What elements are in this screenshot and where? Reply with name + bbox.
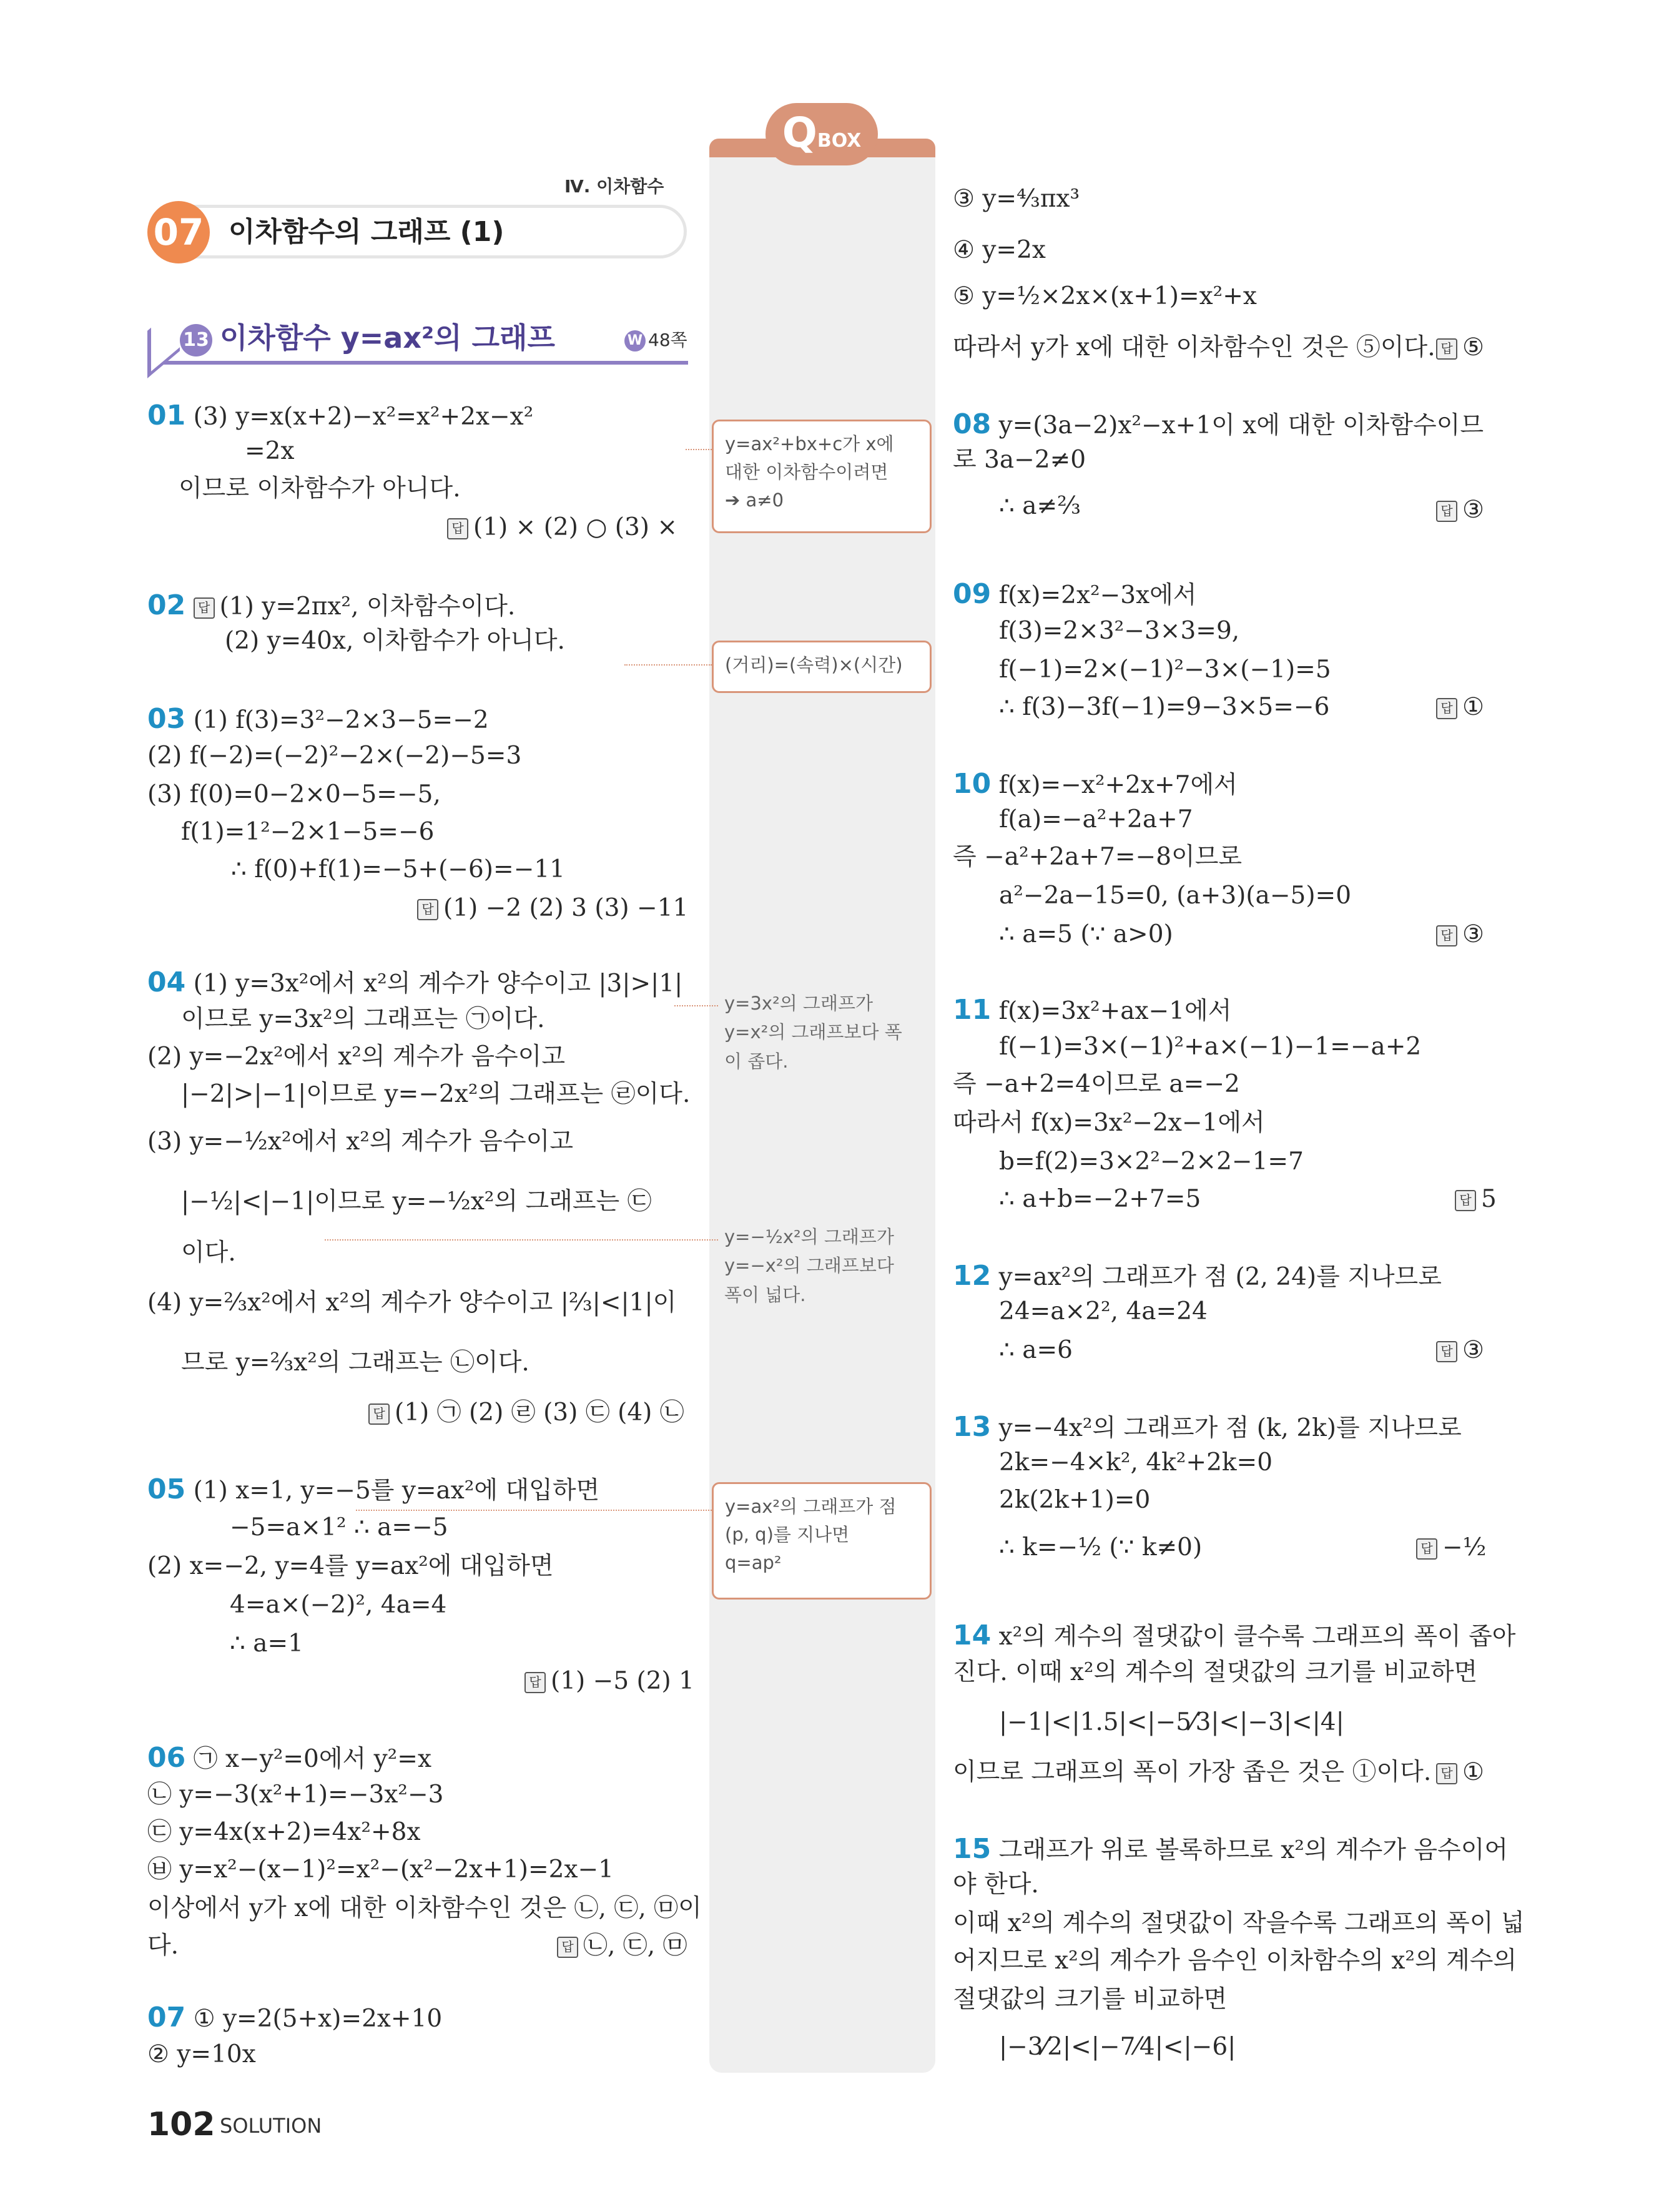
solution-line: (2) y=40x, 이차함수가 아니다. xyxy=(225,627,565,655)
answer-icon: 답 xyxy=(1436,1763,1457,1784)
problem-12 xyxy=(953,1260,1442,1293)
solution-line: 즉 −a²+2a+7=−8이므로 xyxy=(953,843,1243,871)
solution-line: ① y=2(5+x)=2x+10 xyxy=(193,2005,443,2033)
qbox-note-width-3x2 xyxy=(724,989,930,1076)
solution-line: y=(3a−2)x²−x+1이 x에 대한 이차함수이므 xyxy=(998,411,1484,440)
note-line: y=−x²의 그래프보다 xyxy=(724,1255,894,1277)
solution-line: ∴ f(3)−3f(−1)=9−3×5=−6 xyxy=(999,693,1330,721)
chapter-label: Ⅳ. 이차함수 xyxy=(564,176,664,197)
note-line: 이 좁다. xyxy=(724,1050,789,1072)
solution-line: 다. xyxy=(147,1932,179,1960)
answer-icon: 답 xyxy=(368,1403,390,1425)
answer-icon: 답 xyxy=(417,899,438,920)
problem-01 xyxy=(147,400,533,433)
solution-line: 이므로 그래프의 폭이 가장 좁은 것은 ①이다. xyxy=(953,1758,1432,1786)
answer xyxy=(417,894,688,923)
solution-line: f(3)=2×3²−3×3=9, xyxy=(999,617,1240,645)
solution-line: ③ y=⁴⁄₃πx³ xyxy=(953,185,1080,213)
solution-line: 24=a×2², 4a=24 xyxy=(999,1297,1208,1325)
note-connector xyxy=(624,664,712,666)
answer xyxy=(1455,1185,1497,1214)
problem-number: 15 xyxy=(953,1833,992,1865)
problem-09 xyxy=(953,578,1196,611)
problem-number: 14 xyxy=(953,1620,992,1651)
problem-number: 02 xyxy=(147,589,186,621)
solution-line: ㉥ y=x²−(x−1)²=x²−(x²−2x+1)=2x−1 xyxy=(147,1856,614,1884)
problem-14 xyxy=(953,1620,1515,1653)
problem-08 xyxy=(953,408,1484,441)
topic-underline xyxy=(164,361,688,365)
topic-number-badge: 13 xyxy=(180,324,212,356)
solution-line: b=f(2)=3×2²−2×2−1=7 xyxy=(999,1148,1304,1176)
problem-04 xyxy=(147,966,682,1000)
solution-line: (3) y=−½x²에서 x²의 계수가 음수이고 xyxy=(147,1128,574,1156)
problem-15 xyxy=(953,1833,1508,1866)
solution-line: 따라서 f(x)=3x²−2x−1에서 xyxy=(953,1109,1265,1137)
answer-icon: 답 xyxy=(1416,1538,1437,1560)
solution-line: 2k(2k+1)=0 xyxy=(999,1486,1151,1514)
answer-text: (1) −2 (2) 3 (3) −11 xyxy=(443,894,689,922)
solution-line: 절댓값의 크기를 비교하면 xyxy=(953,1985,1228,2013)
answer-text: ① xyxy=(1462,1758,1484,1786)
solution-line: (1) y=2πx², 이차함수이다. xyxy=(219,592,516,621)
problem-10 xyxy=(953,768,1238,801)
problem-13 xyxy=(953,1411,1462,1444)
answer xyxy=(1416,1533,1486,1563)
answer-text: 5 xyxy=(1481,1185,1497,1213)
note-line: q=ap² xyxy=(725,1551,782,1573)
answer-text: ① xyxy=(1462,693,1484,721)
solution-line: f(x)=−x²+2x+7에서 xyxy=(998,771,1238,799)
answer-text: −½ xyxy=(1442,1533,1487,1561)
solution-line: ∴ k=−½ (∵ k≠0) xyxy=(999,1533,1203,1561)
problem-05 xyxy=(147,1473,599,1507)
solution-line: ② y=10x xyxy=(147,2040,256,2068)
problem-number: 11 xyxy=(953,994,992,1026)
workbook-icon: W xyxy=(624,330,646,351)
problem-07 xyxy=(147,2002,442,2035)
answer xyxy=(1436,496,1484,525)
note-line: 폭이 넓다. xyxy=(724,1284,806,1305)
solution-line: (1) x=1, y=−5를 y=ax²에 대입하면 xyxy=(193,1477,600,1505)
problem-number: 08 xyxy=(953,408,992,440)
qbox-note-distance xyxy=(712,641,932,693)
note-line: ➔ a≠0 xyxy=(725,489,784,511)
page-number: 102 xyxy=(147,2106,215,2143)
section-title: 이차함수의 그래프 (1) xyxy=(229,216,505,248)
solution-line: f(−1)=3×(−1)²+a×(−1)−1=−a+2 xyxy=(999,1033,1422,1061)
note-line: (거리)=(속력)×(시간) xyxy=(725,654,903,676)
footer-label: SOLUTION xyxy=(220,2114,322,2138)
solution-line: f(a)=−a²+2a+7 xyxy=(999,805,1193,833)
answer-text: (1) ㉠ (2) ㉣ (3) ㉢ (4) ㉡ xyxy=(395,1398,684,1427)
answer xyxy=(1436,920,1484,950)
problem-11 xyxy=(953,994,1231,1027)
problem-06 xyxy=(147,1742,431,1775)
solution-line: |−2|>|−1|이므로 y=−2x²의 그래프는 ㉣이다. xyxy=(181,1080,691,1108)
note-line: y=x²의 그래프보다 폭 xyxy=(724,1021,902,1043)
solution-line: ㉡ y=−3(x²+1)=−3x²−3 xyxy=(147,1781,444,1809)
solution-line: ④ y=2x xyxy=(953,236,1046,264)
topic-page-ref-text: 48쪽 xyxy=(648,330,687,350)
solution-line: ∴ a+b=−2+7=5 xyxy=(999,1185,1201,1213)
note-line: y=ax²의 그래프가 점 xyxy=(725,1496,897,1517)
solution-line: (1) y=3x²에서 x²의 계수가 양수이고 |3|>|1| xyxy=(193,970,683,998)
solution-line: (1) f(3)=3²−2×3−5=−2 xyxy=(193,706,489,734)
solution-line: 이다. xyxy=(181,1239,236,1267)
solution-line: 4=a×(−2)², 4a=4 xyxy=(230,1591,447,1619)
solution-line: 이므로 이차함수가 아니다. xyxy=(179,474,461,503)
answer-icon: 답 xyxy=(1436,338,1457,360)
answer-icon: 답 xyxy=(1436,698,1457,719)
problem-number: 01 xyxy=(147,400,186,431)
topic-page-ref xyxy=(624,330,687,351)
solution-line: y=ax²의 그래프가 점 (2, 24)를 지나므로 xyxy=(998,1263,1442,1291)
answer xyxy=(557,1932,687,1961)
solution-line: 따라서 y가 x에 대한 이차함수인 것은 ⑤이다. xyxy=(953,333,1435,361)
solution-line: 진다. 이때 x²의 계수의 절댓값의 크기를 비교하면 xyxy=(953,1658,1478,1686)
solution-line: a²−2a−15=0, (a+3)(a−5)=0 xyxy=(999,882,1352,910)
problem-number: 04 xyxy=(147,966,186,998)
solution-line: ⑤ y=½×2x×(x+1)=x²+x xyxy=(953,282,1257,310)
answer xyxy=(368,1398,684,1428)
solution-line: (2) y=−2x²에서 x²의 계수가 음수이고 xyxy=(147,1043,566,1071)
note-line: y=ax²+bx+c가 x에 xyxy=(725,433,894,455)
solution-line: 2k=−4×k², 4k²+2k=0 xyxy=(999,1448,1273,1477)
answer-icon: 답 xyxy=(557,1937,578,1958)
solution-line: |−1|<|1.5|<|−5⁄3|<|−3|<|4| xyxy=(999,1708,1344,1736)
answer-text: ③ xyxy=(1462,496,1484,524)
solution-line: −5=a×1² ∴ a=−5 xyxy=(230,1513,448,1541)
qbox-note-quadratic-condition xyxy=(712,420,932,533)
solution-line: y=−4x²의 그래프가 점 (k, 2k)를 지나므로 xyxy=(998,1414,1462,1442)
solution-line: (2) f(−2)=(−2)²−2×(−2)−5=3 xyxy=(147,742,522,770)
problem-number: 09 xyxy=(953,578,992,610)
answer xyxy=(1436,1758,1484,1787)
solution-line: (2) x=−2, y=4를 y=ax²에 대입하면 xyxy=(147,1552,554,1580)
solution-line: ∴ f(0)+f(1)=−5+(−6)=−11 xyxy=(231,855,565,883)
note-connector xyxy=(325,1239,718,1241)
solution-line: (3) y=x(x+2)−x²=x²+2x−x² xyxy=(193,403,534,431)
qbox-logo-q: Q xyxy=(782,109,817,157)
answer-icon: 답 xyxy=(1436,1341,1457,1362)
answer-icon: 답 xyxy=(524,1672,546,1693)
solution-line: f(x)=2x²−3x에서 xyxy=(998,581,1197,609)
answer xyxy=(1436,333,1484,363)
answer-icon: 답 xyxy=(194,597,215,619)
problem-number: 10 xyxy=(953,768,992,800)
topic-title: 이차함수 y=ax²의 그래프 xyxy=(220,321,555,355)
answer-icon: 답 xyxy=(1455,1190,1476,1211)
solution-line: f(x)=3x²+ax−1에서 xyxy=(998,997,1232,1025)
solution-line: 로 3a−2≠0 xyxy=(953,446,1086,474)
solution-line: ∴ a=6 xyxy=(999,1336,1073,1364)
problem-number: 12 xyxy=(953,1260,992,1292)
solution-line: 므로 y=⅔x²의 그래프는 ㉡이다. xyxy=(181,1349,529,1377)
solution-line: ∴ a=5 (∵ a>0) xyxy=(999,920,1173,948)
qbox-logo-box: BOX xyxy=(817,130,862,152)
solution-line: |−3⁄2|<|−7⁄4|<|−6| xyxy=(999,2033,1236,2061)
note-connector xyxy=(356,1510,712,1511)
solution-line: f(1)=1²−2×1−5=−6 xyxy=(181,818,435,846)
problem-number: 13 xyxy=(953,1411,992,1443)
solution-line: ∴ a=1 xyxy=(230,1630,303,1658)
qbox-note-width-half xyxy=(724,1222,930,1309)
topic-chevron xyxy=(147,303,180,378)
answer-icon: 답 xyxy=(447,518,468,539)
problem-number: 07 xyxy=(147,2002,186,2033)
answer-text: ㉡, ㉢, ㉤ xyxy=(583,1932,687,1960)
solution-line: (4) y=⅔x²에서 x²의 계수가 양수이고 |⅔|<|1|이 xyxy=(147,1289,677,1317)
solution-line: 야 한다. xyxy=(953,1870,1039,1899)
solution-line: 어지므로 x²의 계수가 음수인 이차함수의 x²의 계수의 xyxy=(953,1947,1517,1975)
solution-line: 그래프가 위로 볼록하므로 x²의 계수가 음수이어 xyxy=(998,1836,1509,1864)
answer xyxy=(1436,1336,1484,1365)
note-connector xyxy=(674,1005,718,1006)
answer xyxy=(1436,693,1484,722)
solution-line: 이상에서 y가 x에 대한 이차함수인 것은 ㉡, ㉢, ㉤이 xyxy=(147,1894,702,1922)
solution-line: ㉠ x−y²=0에서 y²=x xyxy=(193,1745,431,1773)
section-number-badge: 07 xyxy=(147,201,210,263)
problem-number: 05 xyxy=(147,1473,186,1505)
solution-line: 이때 x²의 계수의 절댓값이 작을수록 그래프의 폭이 넓 xyxy=(953,1909,1525,1937)
solution-line: 이므로 y=3x²의 그래프는 ㉠이다. xyxy=(181,1005,545,1033)
solution-line: |−½|<|−1|이므로 y=−½x²의 그래프는 ㉢ xyxy=(181,1187,652,1216)
problem-number: 03 xyxy=(147,703,186,735)
solution-line: ㉢ y=4x(x+2)=4x²+8x xyxy=(147,1818,421,1846)
solution-line: (3) f(0)=0−2×0−5=−5, xyxy=(147,780,441,809)
answer-text: (1) × (2) ○ (3) × xyxy=(473,513,678,541)
problem-03 xyxy=(147,703,489,736)
solution-line: =2x xyxy=(245,437,295,465)
answer xyxy=(447,513,677,543)
note-connector xyxy=(686,449,712,450)
problem-02 xyxy=(147,589,515,622)
answer-text: ⑤ xyxy=(1462,333,1484,361)
solution-line: f(−1)=2×(−1)²−3×(−1)=5 xyxy=(999,656,1331,684)
note-line: y=3x²의 그래프가 xyxy=(724,993,873,1014)
note-line: 대한 이차함수이려면 xyxy=(725,461,889,483)
qbox-logo xyxy=(766,103,878,165)
answer-text: (1) −5 (2) 1 xyxy=(551,1667,694,1695)
answer-text: ③ xyxy=(1462,1336,1484,1364)
note-line: (p, q)를 지나면 xyxy=(725,1523,850,1545)
qbox-note-point xyxy=(712,1482,932,1600)
answer-icon: 답 xyxy=(1436,925,1457,946)
note-line: y=−½x²의 그래프가 xyxy=(724,1226,894,1247)
answer-text: ③ xyxy=(1462,920,1484,948)
solution-line: ∴ a≠⅔ xyxy=(999,492,1081,520)
answer-icon: 답 xyxy=(1436,501,1457,522)
problem-number: 06 xyxy=(147,1742,186,1774)
solution-line: x²의 계수의 절댓값이 클수록 그래프의 폭이 좁아 xyxy=(998,1623,1516,1651)
answer xyxy=(524,1667,694,1696)
solution-line: 즉 −a+2=4이므로 a=−2 xyxy=(953,1070,1240,1098)
